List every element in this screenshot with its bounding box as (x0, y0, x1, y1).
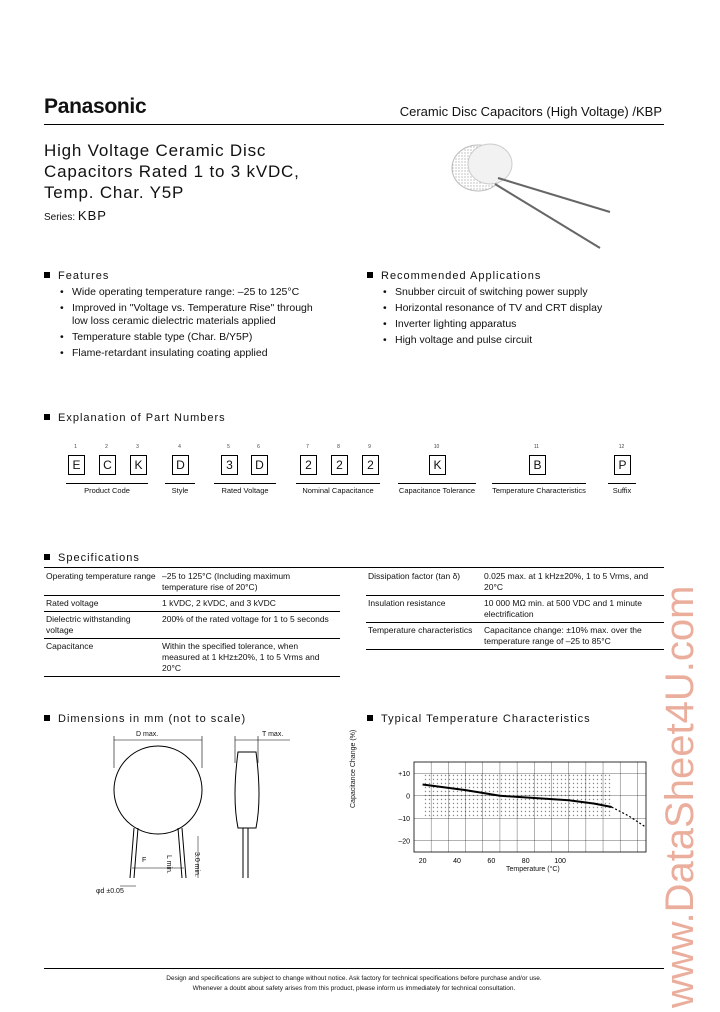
chart-heading: Typical Temperature Characteristics (367, 713, 591, 725)
features-heading: Features (44, 270, 109, 282)
part-number-char: D (172, 455, 189, 475)
part-position-number: 3 (136, 444, 139, 450)
section-bullet-icon (44, 272, 50, 278)
part-number-char: E (68, 455, 85, 475)
section-bullet-icon (44, 414, 50, 420)
footer-notice: Design and specifications are subject to change without notice. Ask factory for technical specifications before purchase and/or use. Whenever a doubt about safety arises from this product, please inform us immediately for technical consultation. (166, 975, 542, 992)
part-numbers-heading: Explanation of Part Numbers (44, 412, 226, 424)
applications-list (383, 286, 663, 350)
title-line-1: High Voltage Ceramic Disc (44, 141, 267, 160)
x-tick-label: 40 (453, 858, 461, 865)
part-number-char: C (99, 455, 116, 475)
part-position-number: 1 (74, 444, 77, 450)
part-position-number: 11 (533, 444, 540, 450)
part-group-label: Temperature Characteristics (492, 486, 586, 495)
table-row: Rated voltage 1 kVDC, 2 kVDC, and 3 kVDC (44, 596, 340, 612)
dimensions-heading: Dimensions in mm (not to scale) (44, 713, 246, 725)
part-number-char: 3 (221, 455, 238, 475)
y-tick-label: 0 (406, 793, 410, 801)
list-item: • Temperature stable type (Char. B/Y5P) (60, 331, 330, 344)
section-bullet-icon (44, 554, 50, 560)
table-row: Dielectric withstanding voltage 200% of the rated voltage for 1 to 5 seconds (44, 612, 340, 639)
brand-logo: Panasonic (44, 95, 147, 118)
part-group-bracket (492, 483, 586, 484)
part-position-number: 2 (105, 444, 108, 450)
part-number-char: 2 (300, 455, 317, 475)
part-group-label: Capacitance Tolerance (398, 486, 476, 495)
specifications-heading: Specifications (44, 552, 140, 564)
spec-table-left (44, 569, 340, 677)
spec-top-rule (44, 567, 664, 568)
d-max-label: D max. (136, 731, 159, 738)
part-number-char: B (529, 455, 546, 475)
temperature-chart (380, 738, 660, 878)
x-tick-label: 20 (418, 858, 427, 865)
part-group-label: Suffix (612, 486, 632, 495)
part-position-number: 5 (227, 444, 230, 450)
y-tick-label: –20 (398, 838, 410, 846)
watermark (635, 570, 715, 1010)
part-group-bracket (66, 483, 148, 484)
document-header-title: Ceramic Disc Capacitors (High Voltage) /KBP (399, 104, 662, 119)
part-position-number: 8 (337, 444, 340, 450)
part-group-label: Style (171, 486, 189, 495)
p-min-label: 3.0 min. (193, 852, 200, 877)
table-row: Insulation resistance 10 000 MΩ min. at 500 VDC and 1 minute electrification (366, 596, 664, 623)
list-item: • Snubber circuit of switching power supply (383, 286, 663, 299)
x-tick-label: 80 (521, 858, 530, 865)
x-axis-label: Temperature (°C) (506, 866, 560, 873)
part-position-number: 6 (257, 444, 260, 450)
list-item: • Horizontal resonance of TV and CRT display (383, 302, 663, 315)
part-position-number: 7 (306, 444, 309, 450)
series-value: KBP (77, 208, 107, 223)
part-group-label: Nominal Capacitance (302, 486, 374, 495)
part-group-bracket (608, 483, 636, 484)
part-position-number: 10 (433, 444, 440, 450)
part-group-bracket (296, 483, 380, 484)
x-tick-label: 60 (487, 858, 496, 865)
section-bullet-icon (44, 715, 50, 721)
applications-heading: Recommended Applications (367, 270, 541, 282)
table-row: Capacitance Within the specified tolerance, when measured at 1 kHz±20%, 1 to 5 Vrms and 20°C (44, 639, 340, 677)
title-line-3: Temp. Char. Y5P (44, 183, 185, 202)
table-row: Temperature characteristics Capacitance change: ±10% max. over the temperature range of –25 to 85°C (366, 623, 664, 650)
part-number-char: K (429, 455, 446, 475)
features-list (60, 286, 330, 363)
product-title (44, 140, 344, 203)
part-position-number: 4 (178, 444, 181, 450)
watermark-text: www.DataSheet4U.com (658, 585, 702, 1008)
list-item: • Wide operating temperature range: –25 to 125°C (60, 286, 330, 299)
section-bullet-icon (367, 272, 373, 278)
series-label: Series: KBP (44, 208, 107, 223)
x-tick-label: 100 (554, 858, 566, 865)
table-row: Operating temperature range –25 to 125°C (Including maximum temperature rise of 20°C) (44, 569, 340, 596)
list-item: • Inverter lighting apparatus (383, 318, 663, 331)
l-min-label: L min. (165, 855, 172, 874)
part-number-char: K (130, 455, 147, 475)
capacitor-illustration (440, 140, 620, 260)
part-group-bracket (398, 483, 476, 484)
y-tick-label: +10 (398, 770, 410, 778)
f-label: F (142, 857, 147, 864)
part-position-number: 9 (368, 444, 371, 450)
header-divider (44, 124, 664, 125)
list-item: • High voltage and pulse circuit (383, 334, 663, 347)
t-max-label: T max. (262, 731, 284, 738)
part-position-number: 12 (618, 444, 625, 450)
y-axis-label: Capacitance Change (%) (350, 729, 357, 808)
part-group-bracket (165, 483, 195, 484)
dimensions-drawing (80, 728, 310, 913)
part-number-char: D (251, 455, 268, 475)
part-group-label: Product Code (84, 486, 130, 495)
list-item: • Improved in "Voltage vs. Temperature Rise" through low loss ceramic dielectric materials applied (60, 302, 330, 328)
part-group-label: Rated Voltage (221, 486, 269, 495)
title-line-2: Capacitors Rated 1 to 3 kVDC, (44, 162, 300, 181)
list-item: • Flame-retardant insulating coating applied (60, 347, 330, 360)
spec-table-right (366, 569, 664, 650)
footer-divider (44, 968, 664, 969)
y-tick-label: –10 (398, 815, 410, 823)
lead-diameter-label: φd ±0.05 (96, 888, 124, 895)
part-number-char: P (614, 455, 631, 475)
table-row: Dissipation factor (tan δ) 0.025 max. at 1 kHz±20%, 1 to 5 Vrms, and 20°C (366, 569, 664, 596)
section-bullet-icon (367, 715, 373, 721)
part-number-char: 2 (362, 455, 379, 475)
part-number-char: 2 (331, 455, 348, 475)
part-group-bracket (214, 483, 276, 484)
